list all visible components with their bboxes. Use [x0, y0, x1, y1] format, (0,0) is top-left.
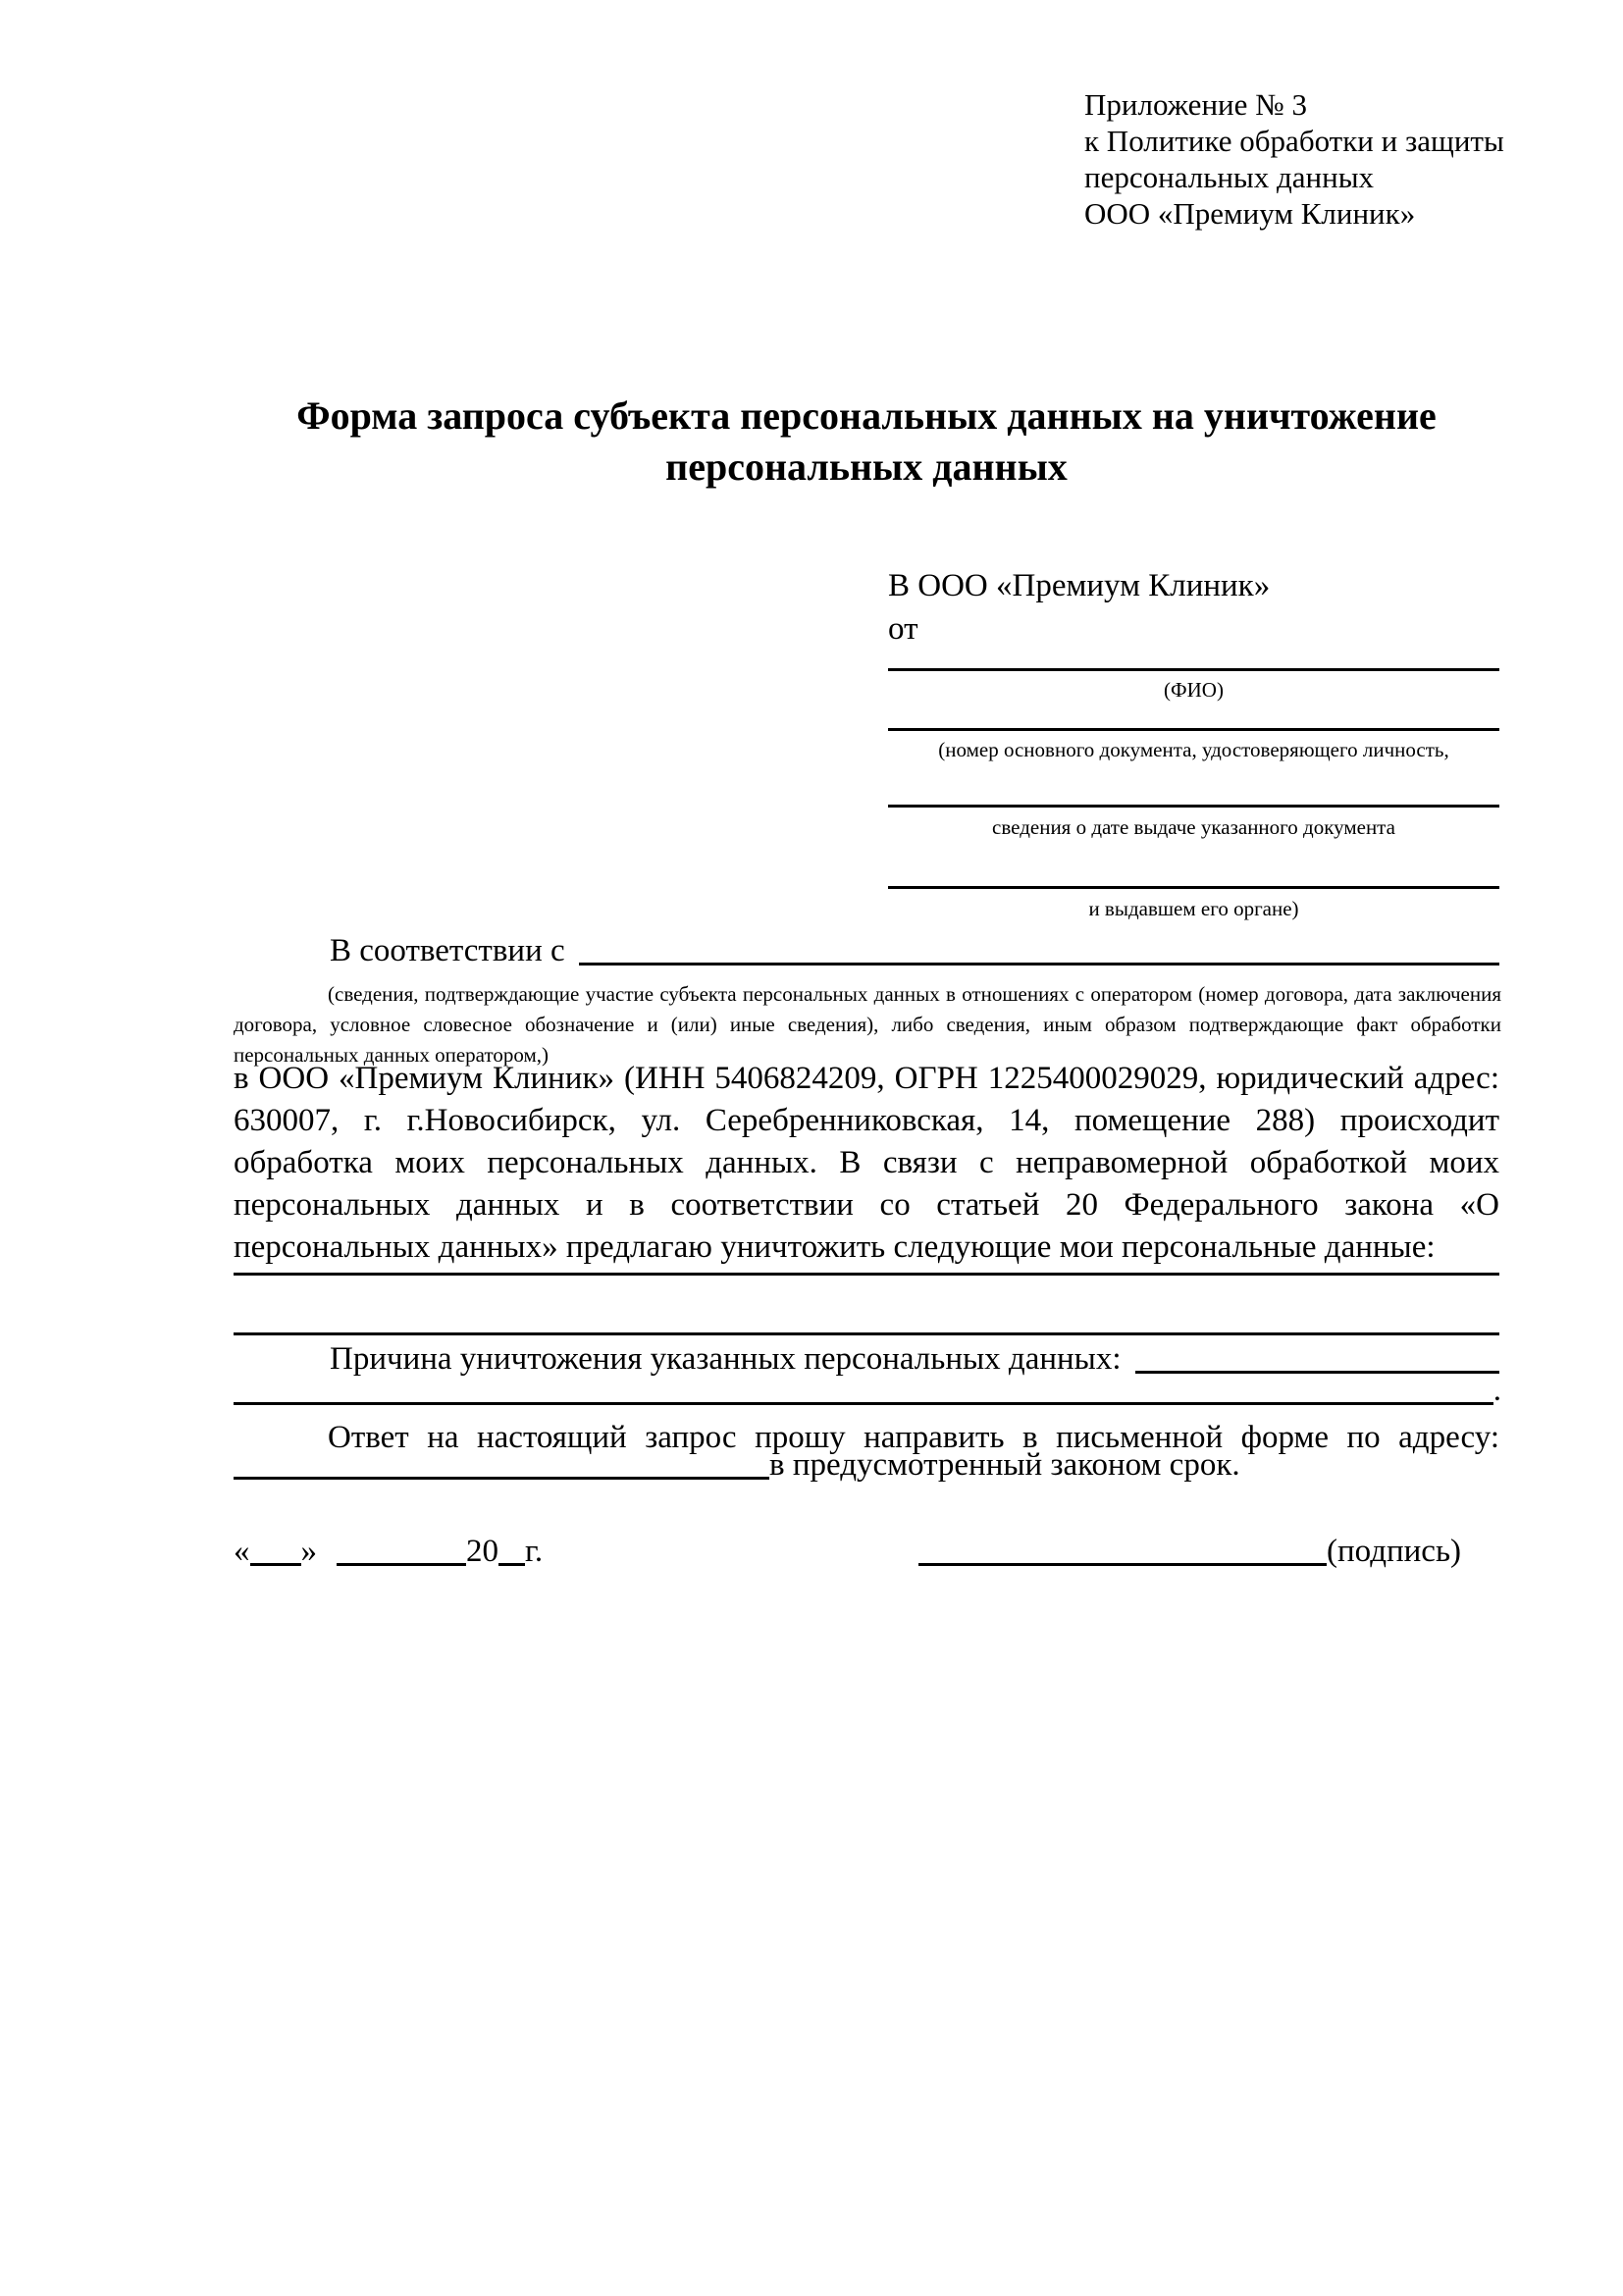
accordance-label: В соответствии с [330, 933, 565, 968]
year-prefix: 20 [466, 1534, 498, 1569]
year-suffix: г. [525, 1534, 544, 1569]
date-quote-close: » [300, 1534, 317, 1569]
year-blank-line [498, 1563, 525, 1566]
addressee-from-label: от [888, 611, 918, 647]
accordance-blank-line [579, 963, 1499, 965]
caption-document-number: (номер основного документа, удостоверяющего личность, [938, 738, 1449, 761]
accordance-row [330, 932, 1499, 969]
appendix-header [1084, 86, 1516, 232]
reason-label: Причина уничтожения указанных персональных данных: [330, 1341, 1122, 1377]
caption-issuing-authority: и выдавшем его органе) [1088, 897, 1299, 920]
day-blank-line [250, 1563, 301, 1566]
address-blank-line [234, 1477, 769, 1480]
blank-line-issue-date [888, 805, 1499, 808]
caption-issue-date: сведения о дате выдаче указанного документа [992, 815, 1395, 839]
appendix-header-line: персональных данных [1084, 160, 1375, 194]
signature-line [918, 1533, 1468, 1570]
blank-line-personal-data-2 [234, 1332, 1499, 1335]
blank-line-document-number [888, 728, 1499, 731]
reason-continuation-row [234, 1372, 1501, 1409]
date-line [234, 1533, 920, 1570]
appendix-header-line: Приложение № 3 [1084, 87, 1307, 122]
signature-caption: (подпись) [1327, 1534, 1461, 1569]
caption-fio: (ФИО) [1164, 678, 1224, 702]
blank-line-fio [888, 668, 1499, 671]
month-blank-line [337, 1563, 466, 1566]
response-address-row [234, 1446, 1254, 1484]
response-tail: в предусмотренный законом срок. [769, 1447, 1240, 1483]
accordance-note: (сведения, подтверждающие участие субъекта персональных данных в отношениях с оператором (номер договора, дата заключения договора, условное словесное обозначение и (или) иные сведения), либо сведения, иным образом подтверждающие факт обработки персональных данных оператором,) [234, 982, 1501, 1067]
reason-blank-line-2 [234, 1402, 1493, 1405]
appendix-header-line: к Политике обработки и защиты [1084, 124, 1504, 158]
main-paragraph: в ООО «Премиум Клиник» (ИНН 5406824209, ОГРН 1225400029029, юридический адрес: 630007, г. г.Новосибирск, ул. Серебренниковская, 14, помещение 288) происходит обработка моих персональных данных. В связи с неправомерной обработкой моих персональных данных и в соответствии со статьей 20 Федерального закона «О персональных данных» предлагаю уничтожить следующие мои персональные данные: [234, 1061, 1499, 1265]
blank-line-personal-data-1 [234, 1273, 1499, 1276]
appendix-header-line: ООО «Премиум Клиник» [1084, 196, 1416, 231]
addressee-organization: В ООО «Премиум Клиник» [888, 568, 1271, 603]
signature-blank-line [918, 1563, 1327, 1566]
date-quote-open: « [234, 1534, 250, 1569]
line-end-period: . [1492, 1373, 1501, 1408]
response-request-sentence: Ответ на настоящий запрос прошу направить в письменной форме по адресу: [328, 1420, 1499, 1455]
form-title: Форма запроса субъекта персональных данных на уничтожение персональных данных [296, 393, 1437, 489]
blank-line-issuing-authority [888, 886, 1499, 889]
